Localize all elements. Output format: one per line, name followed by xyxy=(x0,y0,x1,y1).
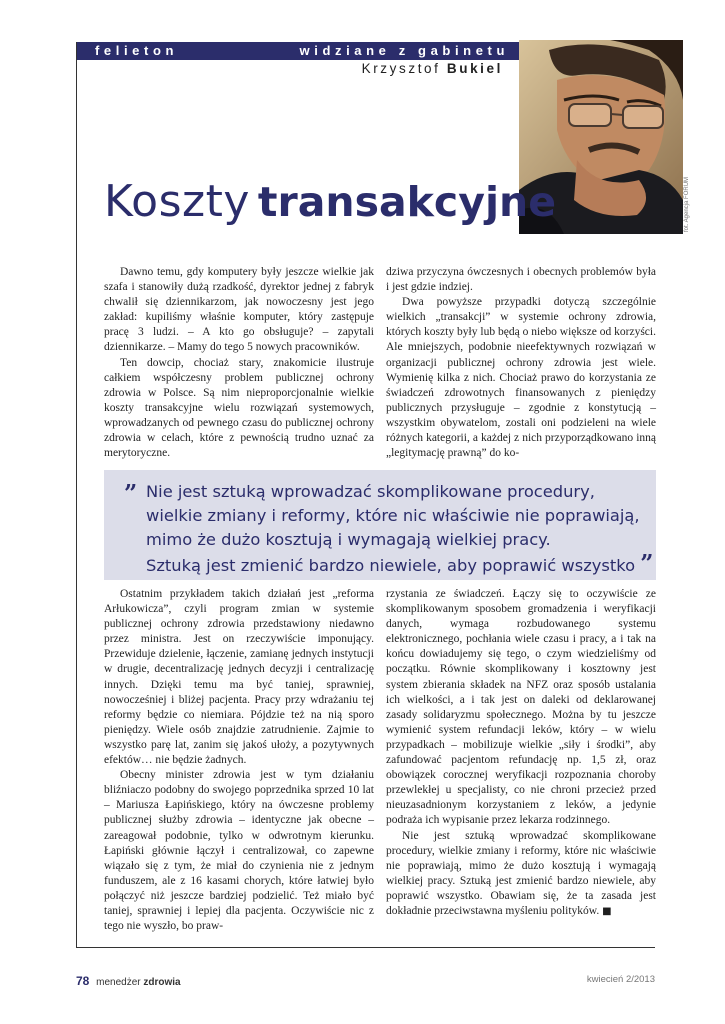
pull-quote-line-last xyxy=(146,550,654,578)
pull-quote-line: wielkie zmiany i reformy, które nic właściwie nie poprawiają, xyxy=(146,506,640,525)
author-byline xyxy=(362,60,503,78)
issue-month: kwiecień xyxy=(586,974,624,985)
section-header-bar xyxy=(77,42,519,60)
publication-name xyxy=(96,977,180,988)
issue-number: 2/2013 xyxy=(625,974,655,985)
paragraph: Obecny minister zdrowia jest w tym działaniu bliźniaczo podobny do swojego poprzednika sprzed 10 lat – Mariusza Łapińskiego, który na ówczesne problemy publicznej służby zdrowia – identyczne jak obecne – zareagował podobnie, tylko w odwrotnym kierunku. Łapiński głównie łączył i centralizował, co zapewne wiązało się z tym, że miał do czynienia nie z jednym funduszem, ale z 16 kasami chorych, które łatwiej było połączyć niż jeszcze bardziej podzielić. Też miało być taniej, sprawniej i lepiej dla pacjenta. Oczywiście nic z tego nie wyszło, bo praw- xyxy=(104,769,374,933)
frame-bottom-rule xyxy=(76,947,655,948)
paragraph: Dawno temu, gdy komputery były jeszcze wielkie jak szafa i stanowiły dużą rzadkość, dyrektor jednej z fabryk chwalił się dziennikarzom, jak nowoczesny jest jego zakład: kupiliśmy właśnie komputer, który zastępuje pracę 3 ludzi. – A kto go obsługuje? – zapytali dziennikarze. – Mamy do tego 5 nowych pracowników. xyxy=(104,266,374,354)
paragraph-final-text: Nie jest sztuką wprowadzać skomplikowane procedury, wielkie zmiany i reformy, które nic właściwie nie poprawiają, mimo że dużo kosztują i wymagają wielkiej pracy. Sztuką jest zmienić bardzo niewiele, aby poprawić wszystko. Obawiam się, że ta zasada jest dokładnie przeciwstawna myśleniu polityków. xyxy=(386,829,656,917)
paragraph: Ostatnim przykładem takich działań jest „reforma Arłukowicza”, czyli program zmian w systemie publicznej ochrony zdrowia przedstawiony niedawno przez ministra. Jest on rzeczywiście imponujący. Przewiduje dzielenie, łączenie, zamianę jednych instytucji w drugie, decentralizację jednych decyzji i centralizację innych. Dzięki temu ma być taniej, sprawniej, nowocześniej i bliżej pacjenta. Pracy przy wdrażaniu tej reformy będzie co niemiara. Pójdzie też na nią sporo pieniędzy. Wiele osób znajdzie zatrudnienie. Zajmie to wszystko parę lat, zanim się jakoś ułoży, a pozytywnych efektów… nie będzie żadnych. xyxy=(104,588,374,767)
paragraph-final xyxy=(386,829,656,920)
pull-quote-line: mimo że dużo kosztują i wymagają wielkiej pracy. xyxy=(146,530,551,549)
paragraph: Dwa powyższe przypadki dotyczą szczególnie wielkich „transakcji” w systemie ochrony zdrowia, których koszty były lub będą o niebo większe od korzyści. Ale mniejszych, podobnie nieefektywnych rozwiązań w organizacji publicznej ochrony zdrowia jest wiele. Wymienię kilka z nich. Chociaż prawo do korzystania ze świadczeń zdrowotnych finansowanych z pieniędzy publicznych przysługuje – zgodnie z konstytucją – wszystkim obywatelom, zostali oni podzieleni na wiele różnych kategorii, a każdej z nich przyporządkowano inną „legitymację prawną” do ko- xyxy=(386,296,656,460)
title-part-light: Koszty xyxy=(104,176,250,227)
frame-left-rule xyxy=(76,42,77,948)
publication-name-light: menedżer xyxy=(96,977,141,988)
end-of-article-mark: ■ xyxy=(602,905,612,917)
quote-open-mark: ” xyxy=(124,480,138,507)
pull-quote xyxy=(104,470,656,580)
pull-quote-line: Nie jest sztuką wprowadzać skomplikowane procedury, xyxy=(146,482,595,501)
footer-issue xyxy=(587,974,655,985)
series-label: widziane z gabinetu xyxy=(299,43,509,58)
paragraph: dziwa przyczyna ówczesnych i obecnych problemów była i jest gdzie indziej. xyxy=(386,266,656,294)
photo-credit: fot. Agencja FORUM xyxy=(684,176,690,232)
paragraph: Ten dowcip, chociaż stary, znakomicie ilustruje całkiem współczesny problem publicznej ochrony zdrowia w Polsce. Są nim nieproporcjonalnie wielkie koszty transakcyjne wielu rozwiązań systemowych, wprowadzanych od pewnego czasu do publicznej ochrony zdrowia w celach, które z pewnością trudno uznać za merytoryczne. xyxy=(104,356,374,460)
article-title xyxy=(104,176,556,240)
page-number: 78 xyxy=(76,974,90,988)
article-column-3 xyxy=(104,587,374,934)
article-column-2 xyxy=(386,265,656,461)
paragraph: rzystania ze świadczeń. Łączy się to oczywiście ze skomplikowanym sposobem gromadzenia i weryfikacji danych, wymaga rozbudowanego systemu elektronicznego, pochłania wiele czasu i pracy, a i tak na końcu dowiadujemy się tego, o czym wiedzieliśmy od początku. Równie skomplikowany i kosztowny jest system zbierania składek na NFZ oraz sposób ustalania ich wielkości, a i tak jest on daleki od deklarowanej zasady solidaryzmu społecznego. Można by tu jeszcze wymienić system refundacji leków, który – w wielu przypadkach – mobilizuje wielkie „siły i środki”, aby zafundować pacjentom refundację np. 1,5 zł, oraz obowiązek corocznej weryfikacji rozpoznania choroby przewlekłej u specjalisty, co nie chroni przecież przed nieuzasadnionym korzystaniem z leków, a jedynie podraża ich wypisanie przez lekarza rodzinnego. xyxy=(386,588,656,827)
author-first-name: Krzysztof xyxy=(361,61,441,76)
section-label: felieton xyxy=(95,43,179,58)
title-part-bold: transakcyjne xyxy=(257,178,556,226)
publication-name-bold: zdrowia xyxy=(143,977,181,988)
article-column-4 xyxy=(386,587,656,919)
article-column-1 xyxy=(104,265,374,461)
quote-close-mark: ” xyxy=(640,550,654,577)
footer-left xyxy=(76,974,181,988)
pull-quote-line-text: Sztuką jest zmienić bardzo niewiele, aby poprawić wszystko xyxy=(146,556,636,575)
author-last-name: Bukiel xyxy=(446,61,503,76)
